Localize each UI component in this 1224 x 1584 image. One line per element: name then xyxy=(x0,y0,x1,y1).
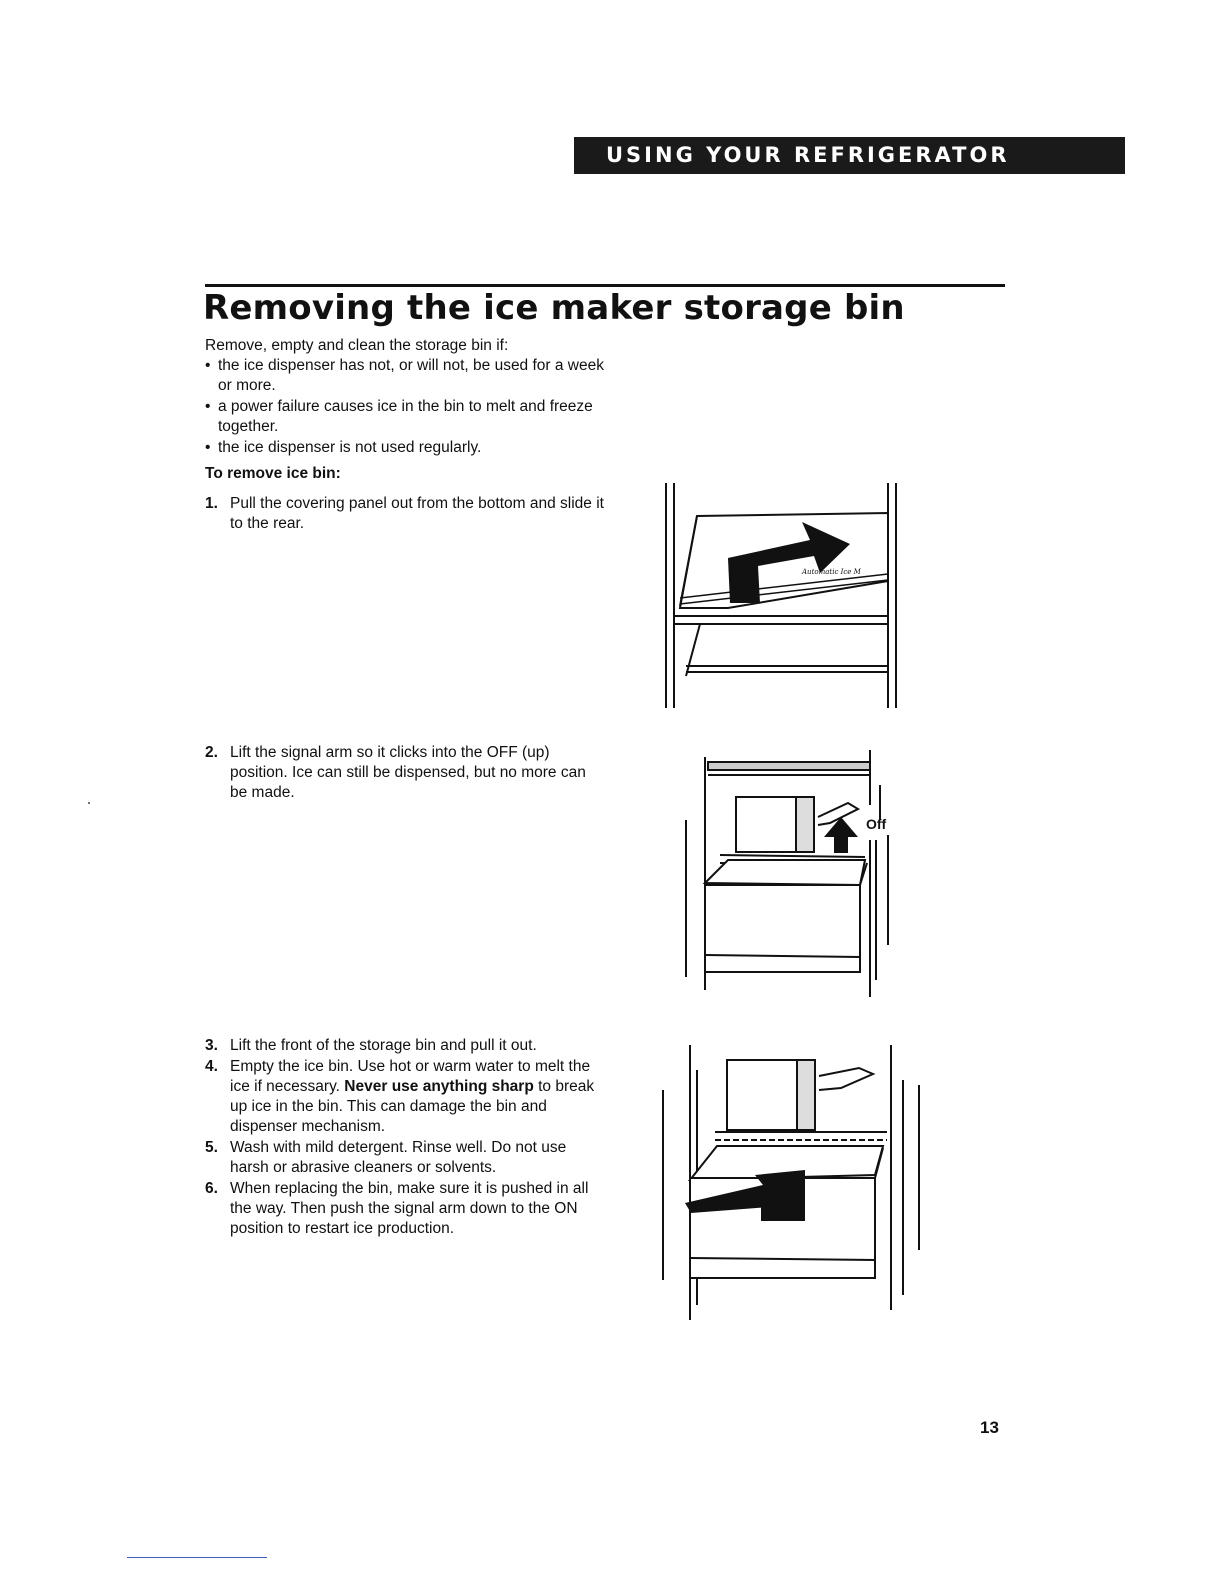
subheading: To remove ice bin: xyxy=(205,465,341,482)
step-text: Lift the signal arm so it clicks into the OFF (up) position. Ice can still be dispensed, but no more can be made. xyxy=(230,744,586,801)
page-number: 13 xyxy=(980,1418,999,1437)
page-title: Removing the ice maker storage bin xyxy=(203,288,905,328)
title-rule xyxy=(205,284,1005,287)
step-number: 6. xyxy=(205,1180,218,1197)
off-label: Off xyxy=(866,816,887,832)
step-text: Pull the covering panel out from the bottom and slide it to the rear. xyxy=(230,495,604,532)
scan-speck xyxy=(88,802,90,804)
covering-panel-illustration xyxy=(660,478,910,710)
panel-label: Automatic Ice M xyxy=(802,568,861,576)
step-item xyxy=(205,1179,605,1239)
step-item xyxy=(205,1036,605,1056)
step-number: 5. xyxy=(205,1139,218,1156)
section-banner: USING YOUR REFRIGERATOR xyxy=(574,137,1125,174)
step-group-2 xyxy=(205,743,605,804)
step-group-1 xyxy=(205,494,605,535)
step-text: When replacing the bin, make sure it is pushed in all the way. Then push the signal arm down to the ON position to restart ice production. xyxy=(230,1180,589,1237)
step-item xyxy=(205,1057,605,1137)
step-text-start: Empty the ice bin. Use hot or warm water to melt the ice if necessary. xyxy=(230,1058,591,1095)
step-warning-emphasis: Never use anything sharp xyxy=(344,1078,534,1095)
step-item xyxy=(205,494,605,534)
bullet-item: • the ice dispenser is not used regularly. xyxy=(205,438,605,458)
bullet-item: • the ice dispenser has not, or will not, be used for a week or more. xyxy=(205,356,605,396)
step-text: Lift the front of the storage bin and pull it out. xyxy=(230,1037,537,1054)
signal-arm-illustration xyxy=(680,745,910,1000)
intro-block xyxy=(205,336,605,484)
intro-text: Remove, empty and clean the storage bin if: xyxy=(205,337,509,354)
step-number: 2. xyxy=(205,744,218,761)
step-group-3 xyxy=(205,1036,605,1240)
step-number: 4. xyxy=(205,1058,218,1075)
remove-bin-illustration xyxy=(655,1040,925,1325)
step-number: 3. xyxy=(205,1037,218,1054)
step-text: Wash with mild detergent. Rinse well. Do not use harsh or abrasive cleaners or solvents. xyxy=(230,1139,567,1176)
footnote-rule xyxy=(127,1557,267,1558)
step-item xyxy=(205,1138,605,1178)
step-number: 1. xyxy=(205,495,218,512)
step-text-end: to break up ice in the bin. This can damage the bin and dispenser mechanism. xyxy=(230,1078,595,1135)
bullet-item: • a power failure causes ice in the bin to melt and freeze together. xyxy=(205,397,605,437)
step-item xyxy=(205,743,605,803)
